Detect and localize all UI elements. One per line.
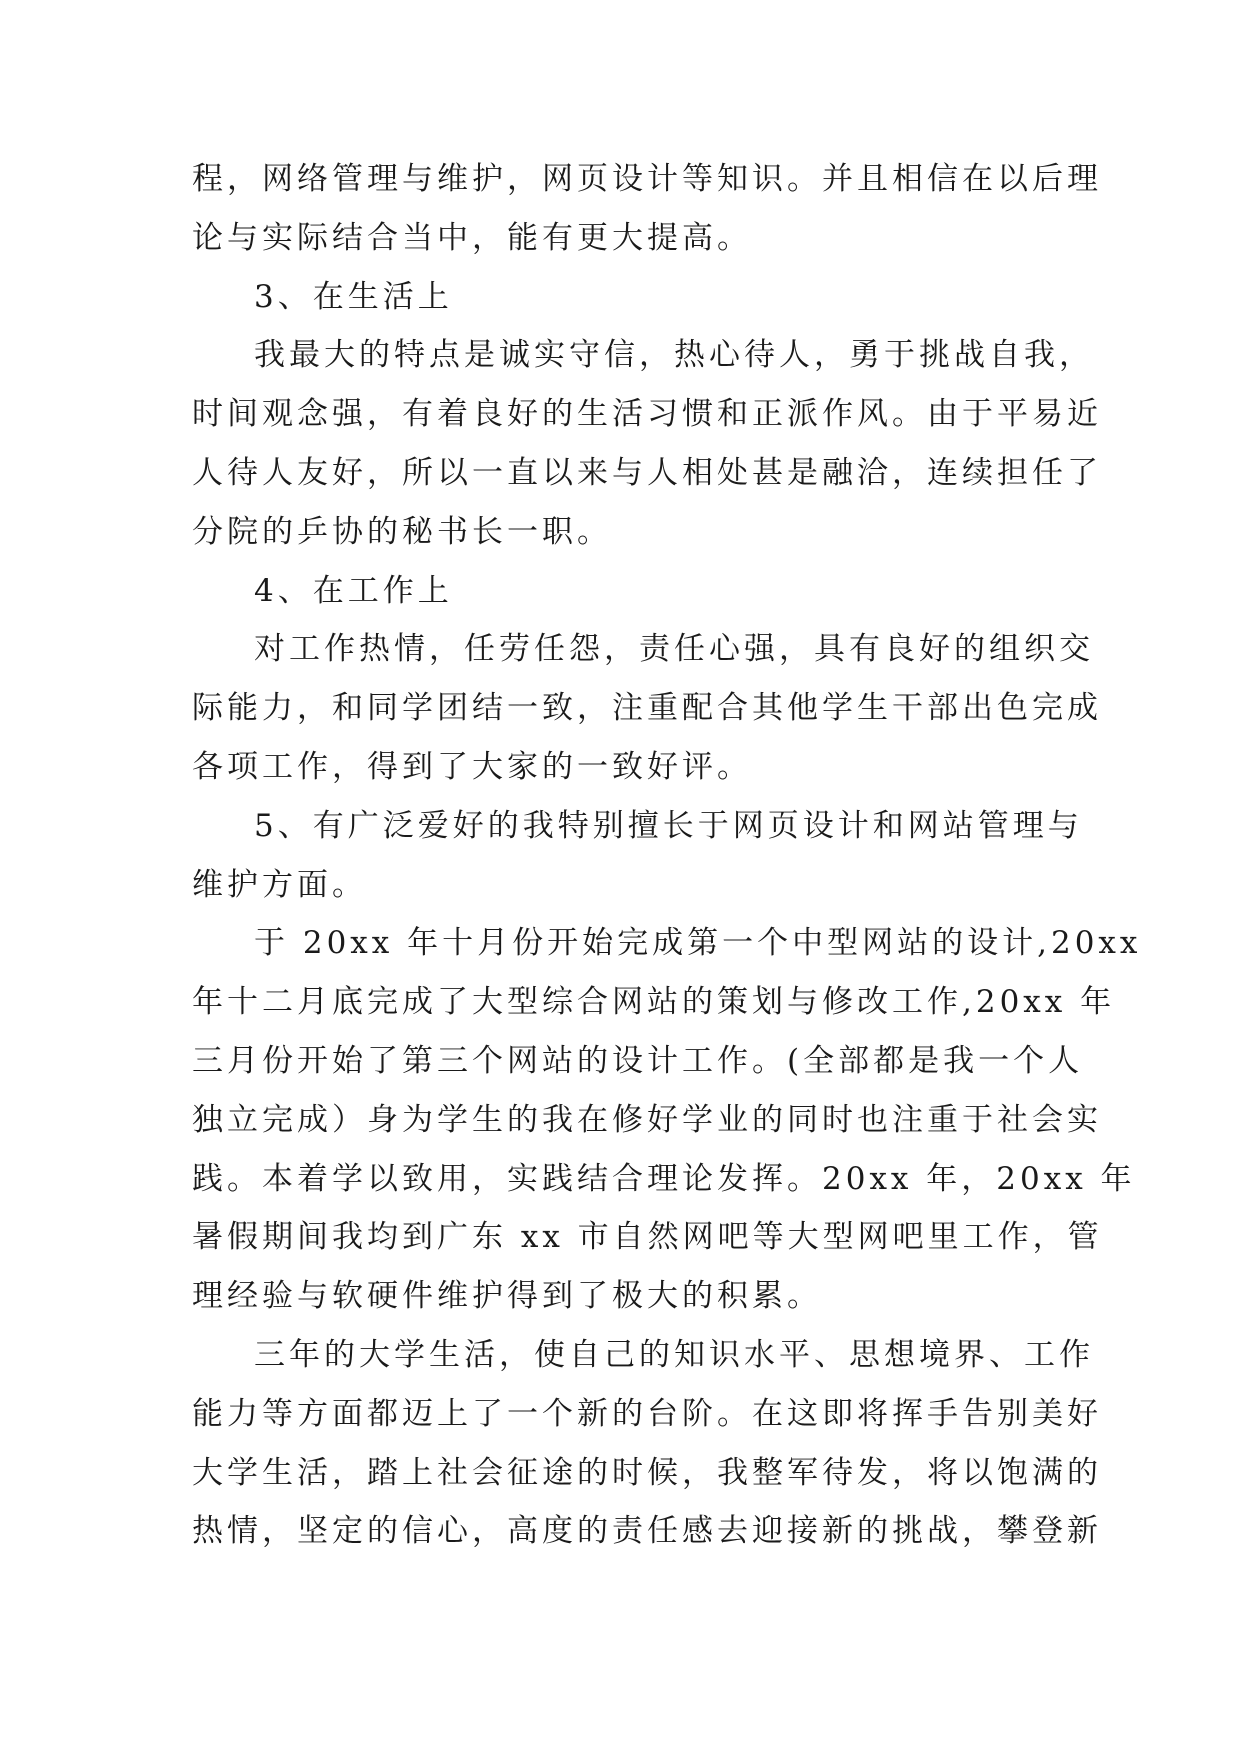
text-line: 年十二月底完成了大型综合网站的策划与修改工作,20xx 年 [192, 984, 1116, 1021]
section-heading: 3、在生活上 [254, 278, 453, 315]
text-line: 程，网络管理与维护，网页设计等知识。并且相信在以后理 [192, 161, 1102, 197]
text-line: 于 20xx 年十月份开始完成第一个中型网站的设计,20xx [254, 925, 1142, 962]
text-line: 对工作热情，任劳任怨，责任心强，具有良好的组织交 [254, 631, 1094, 668]
text-line: 暑假期间我均到广东 xx 市自然网吧等大型网吧里工作，管 [192, 1219, 1103, 1256]
section-heading: 4、在工作上 [254, 572, 453, 609]
text-line: 时间观念强，有着良好的生活习惯和正派作风。由于平易近 [192, 396, 1102, 433]
text-line: 践。本着学以致用，实践结合理论发挥。20xx 年，20xx 年 [192, 1160, 1136, 1197]
text-line: 独立完成）身为学生的我在修好学业的同时也注重于社会实 [192, 1101, 1102, 1138]
text-line: 各项工作，得到了大家的一致好评。 [192, 748, 752, 785]
text-line: 热情，坚定的信心，高度的责任感去迎接新的挑战，攀登新 [192, 1513, 1102, 1550]
text-line: 大学生活，踏上社会征途的时候，我整军待发，将以饱满的 [192, 1454, 1102, 1491]
text-line: 三月份开始了第三个网站的设计工作。(全部都是我一个人 [192, 1042, 1084, 1079]
text-line: 三年的大学生活，使自己的知识水平、思想境界、工作 [254, 1336, 1094, 1373]
text-line: 际能力，和同学团结一致，注重配合其他学生干部出色完成 [192, 690, 1102, 727]
text-line: 理经验与软硬件维护得到了极大的积累。 [192, 1278, 822, 1315]
text-line: 分院的乒协的秘书长一职。 [192, 513, 612, 550]
text-line: 维护方面。 [192, 866, 367, 903]
section-heading: 5、有广泛爱好的我特别擅长于网页设计和网站管理与 [254, 807, 1083, 844]
text-line: 能力等方面都迈上了一个新的台阶。在这即将挥手告别美好 [192, 1395, 1102, 1432]
text-line: 人待人友好，所以一直以来与人相处甚是融洽，连续担任了 [192, 454, 1102, 491]
text-line: 论与实际结合当中，能有更大提高。 [192, 219, 752, 256]
text-line: 我最大的特点是诚实守信，热心待人，勇于挑战自我， [254, 337, 1094, 374]
document-body [192, 150, 1142, 1561]
